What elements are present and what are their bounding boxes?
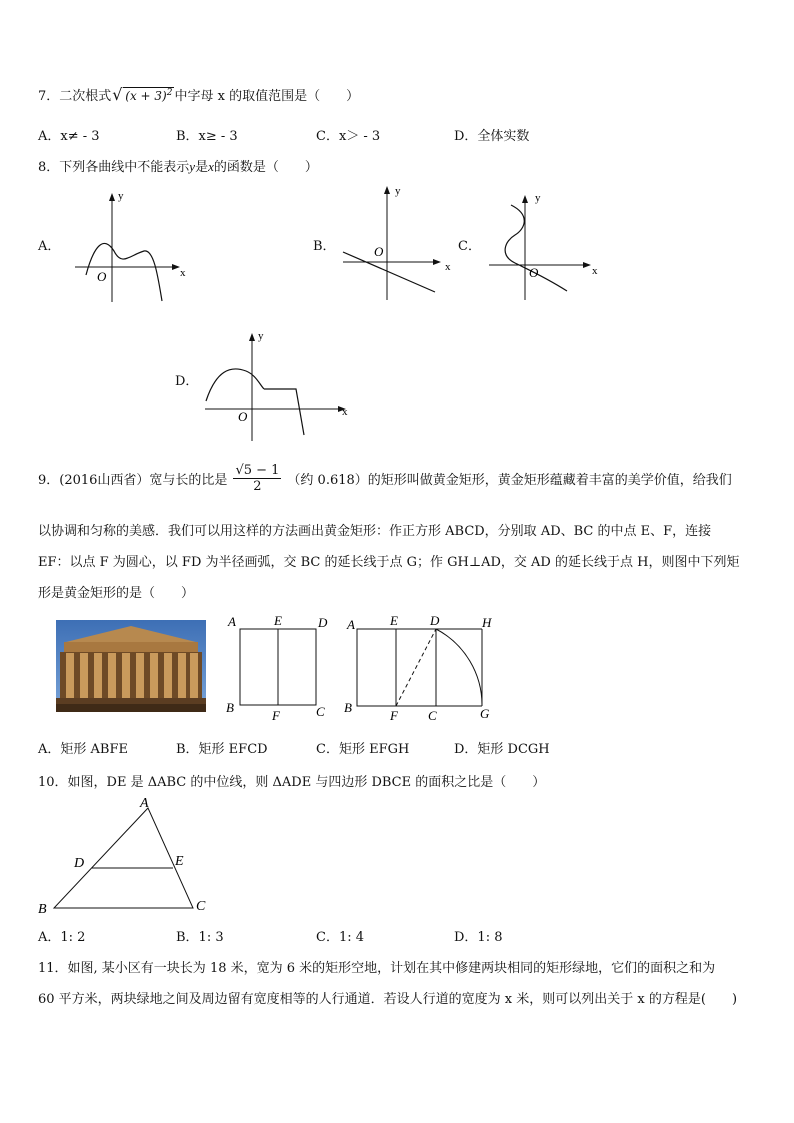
tri-label-b: B (38, 902, 47, 917)
q9-square-figure (222, 612, 337, 722)
q7-radical-sign: √ (112, 85, 123, 104)
q7-radical (112, 85, 174, 104)
q11-line-2: 60 平方米，两块绿地之间及周边留有宽度相等的人行通道．若设人行道的宽度为 x 米，则可以列出关于 x 的方程是( ) (38, 992, 738, 1007)
fig2-label-a: A (347, 617, 355, 632)
q11-line-1: 11．如图, 某小区有一块长为 18 米，宽为 6 米的矩形空地，计划在其中修建两块相同的矩形绿地，它们的面积之和为 (38, 961, 716, 976)
q8-text-1: 8．下列各曲线中不能表示 (38, 160, 190, 175)
fig2-label-f: F (390, 708, 398, 723)
q7-radicand: (x + 3) (125, 89, 167, 103)
q7-option-d: D．全体实数 (454, 129, 530, 144)
q9-option-d: D．矩形 DCGH (454, 742, 550, 757)
q8-b-origin: O (374, 244, 384, 259)
q8-label-a: A． (38, 239, 61, 254)
tri-label-a: A (140, 796, 149, 811)
fig2-label-e: E (390, 613, 398, 628)
q9-line-4: 形是黄金矩形的是（ ） (38, 586, 195, 601)
q9-rest-1: （约 0.618）的矩形叫做黄金矩形，黄金矩形蕴藏着丰富的美学价值，给我们 (287, 473, 732, 488)
fig1-label-b: B (226, 700, 234, 715)
q7-exponent: 2 (166, 88, 173, 98)
q10-option-b: B．1: 3 (176, 930, 224, 945)
q7-stem (38, 85, 359, 104)
q8-c-origin: O (529, 265, 539, 280)
q8-graph-b (335, 180, 460, 305)
q7-option-a: A．x≠ - 3 (38, 129, 100, 144)
fig2-label-c: C (428, 708, 437, 723)
q8-d-origin: O (238, 409, 248, 424)
q8-a-y-label: y (118, 190, 124, 202)
q9-line-1 (38, 463, 732, 494)
q8-graph-a (70, 185, 195, 310)
fig1-label-a: A (228, 614, 236, 629)
parthenon-photo (56, 620, 206, 712)
q7-option-b: B．x≥ - 3 (176, 129, 238, 144)
q9-frac-num: √5 − 1 (235, 463, 280, 478)
q9-frac-den: 2 (253, 479, 262, 494)
q9-fraction (233, 463, 281, 494)
fig2-label-h: H (482, 615, 492, 630)
fig2-label-d: D (430, 613, 440, 628)
q8-b-x-label: x (445, 261, 451, 273)
tri-label-e: E (175, 854, 184, 869)
fig2-label-g: G (480, 706, 490, 721)
q10-option-c: C．1: 4 (316, 930, 365, 945)
fig1-label-d: D (318, 615, 328, 630)
q8-text-2: 是 (195, 160, 209, 175)
q8-b-y-label: y (395, 185, 401, 197)
q8-c-y-label: y (535, 192, 541, 204)
fig1-label-e: E (274, 613, 282, 628)
q9-line-3: EF：以点 F 为圆心，以 FD 为半径画弧，交 BC 的延长线于点 G；作 GH⊥AD，交 AD 的延长线于点 H，则图中下列矩 (38, 555, 740, 570)
q8-var-x: x (208, 159, 214, 174)
q8-label-d: D． (175, 374, 199, 389)
q9-option-a: A．矩形 ABFE (38, 742, 128, 757)
q9-option-b: B．矩形 EFCD (176, 742, 268, 757)
q8-graph-d (200, 325, 360, 445)
q8-label-c: C． (458, 239, 481, 254)
fig1-label-f: F (272, 708, 280, 722)
q8-stem (38, 156, 318, 175)
q8-var-y: y (189, 159, 196, 174)
q9-option-c: C．矩形 EFGH (316, 742, 410, 757)
fig2-label-b: B (344, 700, 352, 715)
q9-line-2: 以协调和匀称的美感．我们可以用这样的方法画出黄金矩形：作正方形 ABCD，分别取 AD、BC 的中点 E、F，连接 (38, 524, 712, 539)
tri-label-d: D (74, 856, 85, 871)
q8-label-b: B． (313, 239, 336, 254)
q8-d-y-label: y (258, 330, 264, 342)
q10-option-a: A．1: 2 (38, 930, 86, 945)
q9-golden-figure (342, 612, 502, 724)
q8-graph-c (485, 185, 610, 305)
q8-text-3: 的函数是（ ） (213, 160, 318, 175)
q7-text-after: 中字母 x 的取值范围是（ ） (174, 89, 360, 104)
q10-triangle-figure (30, 795, 220, 920)
q10-option-d: D．1: 8 (454, 930, 503, 945)
q8-a-x-label: x (180, 267, 186, 279)
q8-d-x-label: x (342, 406, 348, 418)
q7-text-before: 7．二次根式 (38, 89, 112, 104)
fig1-label-c: C (316, 704, 325, 719)
q9-start: 9．(2016山西省）宽与长的比是 (38, 473, 228, 488)
tri-label-c: C (196, 899, 206, 914)
q8-c-x-label: x (592, 265, 598, 277)
q10-stem: 10．如图，DE 是 ΔABC 的中位线，则 ΔADE 与四边形 DBCE 的面积之比是（ ） (38, 775, 546, 790)
q7-option-c: C．x＞ - 3 (316, 129, 381, 144)
q8-a-origin: O (97, 269, 107, 284)
